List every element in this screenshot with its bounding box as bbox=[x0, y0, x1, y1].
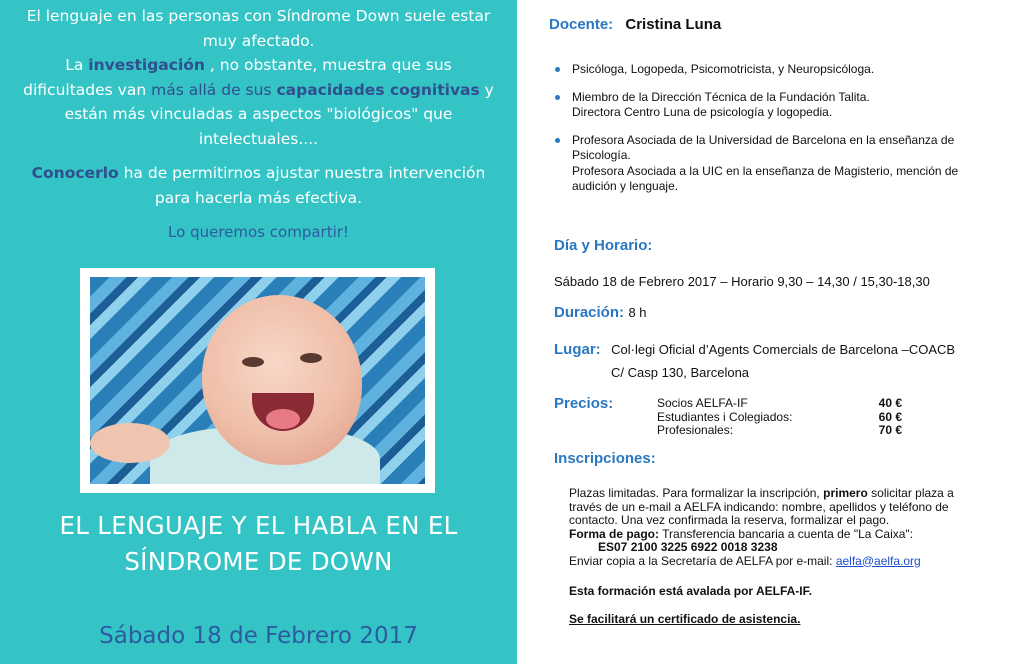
insc-text: Enviar copia a la Secretaría de AELFA por e-mail: bbox=[569, 553, 833, 568]
bullet-text: Profesora Asociada de la Universidad de Barcelona en la enseñanza de bbox=[572, 132, 955, 147]
forma-pago-label: Forma de pago: bbox=[569, 526, 660, 541]
intro-line: ha de permitirnos ajustar nuestra intervención bbox=[123, 164, 486, 182]
bullet-text: Miembro de la Dirección Técnica de la Fundación Talita. bbox=[572, 89, 870, 104]
event-title-line: SÍNDROME DE DOWN bbox=[124, 547, 393, 576]
docente-label: Docente: bbox=[549, 16, 614, 33]
intro-line: El lenguaje en las personas con Síndrome Down suele estar bbox=[26, 7, 491, 25]
bullet-item bbox=[555, 62, 1017, 78]
precio-value: 40 € bbox=[878, 396, 902, 410]
bullet-text: Psicóloga, Logopeda, Psicomotricista, y Neuropsicóloga. bbox=[572, 62, 875, 76]
insc-text: contacto. Una vez confirmada la reserva, formalizar el pago. bbox=[569, 513, 890, 527]
avalada-text: Esta formación está avalada por AELFA-IF. bbox=[569, 584, 812, 598]
precio-label: Estudiantes i Colegiados: bbox=[657, 409, 793, 424]
precio-row bbox=[657, 424, 902, 438]
duracion-value: 8 h bbox=[628, 305, 647, 320]
baby-eye-shape bbox=[242, 357, 264, 367]
duracion-label: Duración: bbox=[554, 304, 625, 321]
intro-line: están más vinculadas a aspectos "biológicos" que bbox=[64, 105, 453, 123]
event-title bbox=[0, 508, 517, 580]
insc-primero: primero bbox=[823, 486, 868, 500]
precio-label: Socios AELFA-IF bbox=[657, 396, 748, 410]
forma-pago-text: Transferencia bancaria a cuenta de "La Caixa": bbox=[662, 526, 914, 541]
baby-photo bbox=[90, 277, 425, 484]
precios-label: Precios: bbox=[554, 395, 614, 412]
insc-text: través de un e-mail a AELFA indicando: nombre, apellidos y teléfono de bbox=[569, 499, 949, 514]
baby-hand-shape bbox=[90, 423, 170, 463]
horario-text: Sábado 18 de Febrero 2017 – Horario 9,30 – 14,30 / 15,30-18,30 bbox=[554, 274, 930, 289]
intro-text bbox=[0, 4, 517, 245]
intro-line: , no obstante, muestra que sus bbox=[209, 56, 452, 74]
highlight-mas-alla: más allá de sus bbox=[151, 80, 272, 99]
bullet-item bbox=[555, 90, 1017, 121]
event-date: Sábado 18 de Febrero 2017 bbox=[99, 623, 418, 649]
lugar-line: C/ Casp 130, Barcelona bbox=[611, 365, 750, 380]
docente-name: Cristina Luna bbox=[625, 16, 722, 33]
insc-text: Plazas limitadas. Para formalizar la inscripción, bbox=[569, 486, 820, 500]
precio-row bbox=[657, 397, 902, 411]
intro-line: para hacerla más efectiva. bbox=[154, 188, 363, 207]
baby-tongue-shape bbox=[266, 409, 300, 429]
lugar-section bbox=[554, 341, 955, 359]
precio-value: 70 € bbox=[878, 423, 902, 437]
docente-bullets bbox=[555, 62, 1017, 207]
baby-eye-shape bbox=[300, 353, 322, 363]
precio-value: 60 € bbox=[878, 409, 902, 424]
intro-line: La bbox=[65, 56, 84, 74]
email-link[interactable]: aelfa@aelfa.org bbox=[835, 553, 921, 568]
bullet-text: audición y lenguaje. bbox=[572, 179, 679, 193]
insc-text: solicitar plaza a bbox=[871, 486, 954, 500]
certificado-text: Se facilitará un certificado de asistencia. bbox=[569, 611, 801, 626]
highlight-investigacion: investigación bbox=[88, 56, 205, 74]
intro-line: intelectuales.... bbox=[198, 129, 319, 148]
baby-face-shape bbox=[202, 295, 362, 465]
highlight-capacidades: capacidades cognitivas bbox=[276, 80, 480, 99]
precios-table bbox=[657, 397, 902, 438]
intro-line: y bbox=[484, 80, 494, 99]
bullet-dot-icon bbox=[555, 67, 560, 72]
intro-line: muy afectado. bbox=[202, 31, 315, 50]
event-title-line: EL LENGUAJE Y EL HABLA EN EL bbox=[59, 511, 458, 540]
bullet-item bbox=[555, 133, 1017, 195]
bullet-dot-icon bbox=[555, 95, 560, 100]
right-panel bbox=[517, 0, 1024, 664]
bank-account: ES07 2100 3225 6922 0018 3238 bbox=[598, 540, 778, 554]
bullet-text: Directora Centro Luna de psicología y logopedia. bbox=[572, 105, 833, 119]
precio-label: Profesionales: bbox=[657, 423, 734, 437]
highlight-conocerlo: Conocerlo bbox=[31, 164, 119, 182]
share-text: Lo queremos compartir! bbox=[168, 223, 349, 241]
bullet-text: Profesora Asociada a la UIC en la enseñanza de Magisterio, mención de bbox=[572, 163, 959, 178]
baby-photo-frame bbox=[80, 268, 435, 493]
bullet-dot-icon bbox=[555, 138, 560, 143]
baby-mouth-shape bbox=[252, 393, 314, 431]
precio-row bbox=[657, 411, 902, 425]
inscripciones-text bbox=[569, 487, 1019, 626]
inscripciones-label: Inscripciones: bbox=[554, 450, 656, 467]
horario-label: Día y Horario: bbox=[554, 237, 653, 254]
bullet-text: Psicología. bbox=[572, 148, 631, 162]
intro-line: dificultades van bbox=[23, 80, 147, 99]
lugar-label: Lugar: bbox=[554, 341, 601, 358]
docente-section bbox=[549, 16, 721, 33]
duracion-section bbox=[554, 304, 647, 322]
lugar-line: Col·legi Oficial d’Agents Comercials de Barcelona –COACB bbox=[611, 342, 956, 357]
